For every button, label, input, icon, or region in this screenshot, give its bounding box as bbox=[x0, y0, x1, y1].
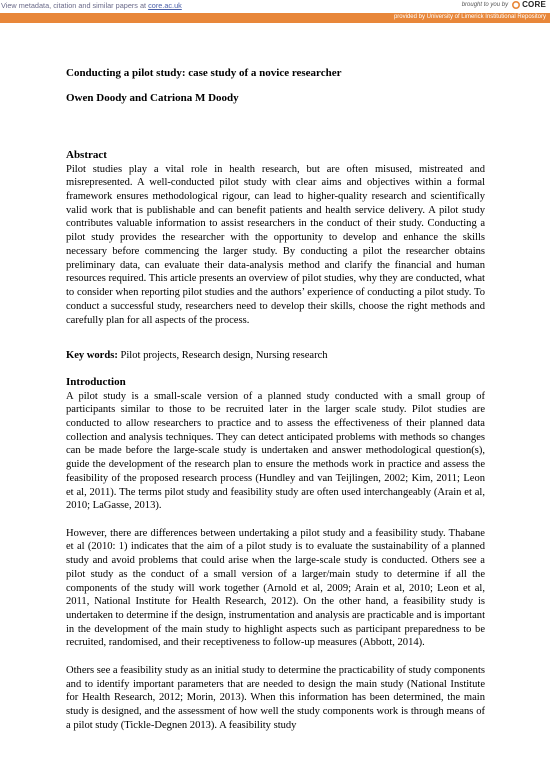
body-paragraph: Others see a feasibility study as an initial study to determine the practicability of study components and to identify important parameters that are needed to design the main study (National Institute for Health Research, 2012; Morin, 2013). When this information has been determined, the main study is designed, and the assessment of how well the study components work is through means of a pilot study (Tickle-Degnen 2013). A feasibility study bbox=[66, 664, 485, 731]
body-paragraph: However, there are differences between undertaking a pilot study and a feasibility study. Thabane et al (2010: 1) indicates that the aim of a pilot study is to evaluate the sustainability of a planned study and avoid problems that could arise when the large-scale study is conducted. Others see a pilot study as the conduct of a small version of a larger/main study to determine if all the components of the study will work together (Arnold et al, 2009; Arain et al, 2010; Leon et al, 2011, National Institute for Health Research, 2012). On the other hand, a feasibility study is undertaken to determine if the design, instrumentation and analysis are practicable and is important in the development of the main study to highlight aspects such as participant preparedness to be recruited, randomised, and their receptiveness to follow-up measures (Abbott, 2014). bbox=[66, 527, 485, 649]
keywords-values: Pilot projects, Research design, Nursing research bbox=[120, 350, 328, 362]
core-logo-icon bbox=[512, 1, 520, 9]
core-brand-name: CORE bbox=[522, 0, 546, 9]
brought-to-you-by-label: brought to you by bbox=[461, 1, 509, 8]
abstract-heading: Abstract bbox=[66, 149, 107, 161]
paper-body bbox=[66, 66, 485, 732]
repository-attribution[interactable]: provided by University of Limerick Institutional Repository bbox=[393, 14, 546, 20]
core-metadata-link-text bbox=[1, 1, 182, 10]
introduction-heading: Introduction bbox=[66, 375, 126, 388]
paper-title: Conducting a pilot study: case study of a novice researcher bbox=[66, 67, 342, 79]
abstract-text: Pilot studies play a vital role in health research, but are often misused, mistreated and misrepresented. A well-conducted pilot study with clear aims and objectives within a formal framework ensures methodological rigour, can lead to higher-quality research and scientifically valid work that is publishable and can benefit patients and health service delivery. A pilot study contributes valuable information to assist researchers in the conduct of their study. Conducting a pilot study provides the researcher with the opportunity to develop and enhance the skills necessary before commencing the larger study. By conducting a pilot the researcher obtains preliminary data, can evaluate their data-analysis method and clarify the financial and human resources required. This article presents an overview of pilot studies, why they are conducted, what to consider when reporting pilot studies and the authors’ experience of conducting a pilot study. To conduct a successful study, researchers need to develop their skills, choose the right methods and carefully plan for all aspects of the process. bbox=[66, 163, 485, 326]
core-ac-uk-link[interactable]: core.ac.uk bbox=[148, 1, 182, 10]
core-brand[interactable] bbox=[462, 0, 546, 9]
keywords-label: Key words: bbox=[66, 350, 118, 362]
keywords-line bbox=[66, 349, 485, 363]
core-metadata-prefix: View metadata, citation and similar papers at bbox=[1, 1, 147, 10]
body-paragraph: A pilot study is a small-scale version of a planned study conducted with a small group of participants similar to those to be recruited later in the larger scale study. Pilot studies are conducted to allow researchers to practice and to assess the effectiveness of their planned data collection and analysis techniques. They can detect anticipated problems with methods so changes can be made before the large-scale study is undertaken and answer methodological question(s), guide the development of the research plan to ensure the methods work in practice and assess the feasibility of the proposed research process (Hundley and van Teijlingen, 2002; Kim, 2011; Leon et al, 2011). The terms pilot study and feasibility study are often used interchangeably (Arain et al, 2010; LaGasse, 2013). bbox=[66, 390, 485, 512]
repository-bar bbox=[0, 13, 550, 23]
core-banner bbox=[0, 0, 550, 12]
paper-authors: Owen Doody and Catriona M Doody bbox=[66, 92, 239, 104]
